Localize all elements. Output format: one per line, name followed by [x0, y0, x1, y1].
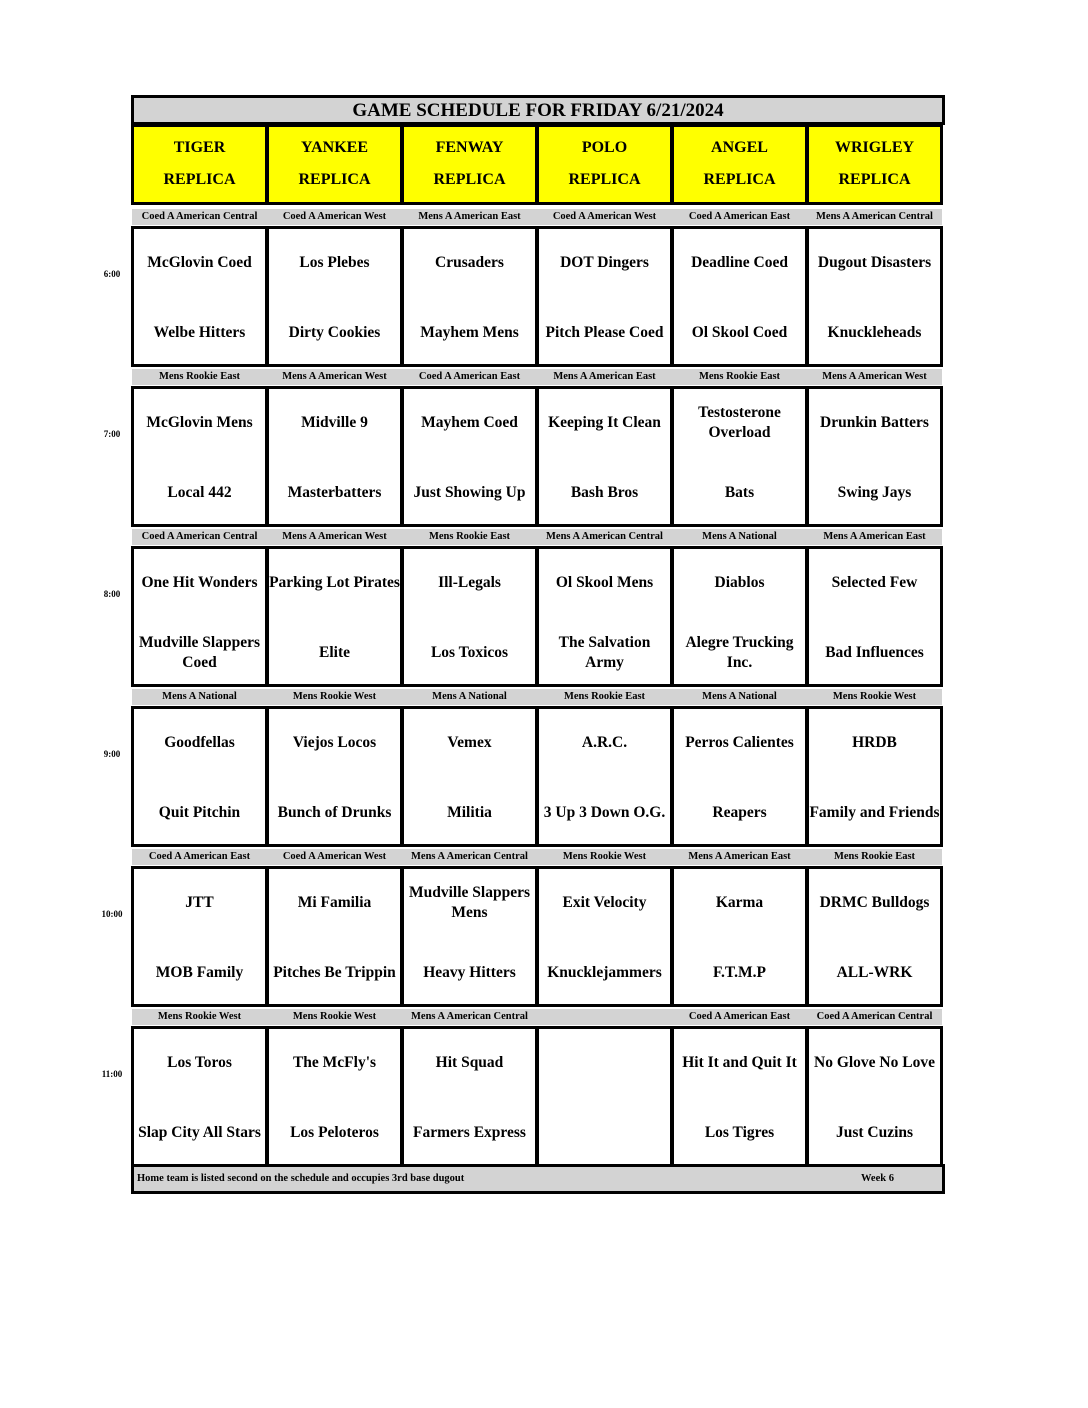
division-label: Mens Rookie East — [402, 529, 537, 545]
home-team: Dirty Cookies — [288, 324, 381, 341]
home-team: Bunch of Drunks — [277, 804, 392, 821]
field-header — [671, 124, 808, 205]
away-team: Drunkin Batters — [820, 414, 929, 431]
away-team: Exit Velocity — [562, 894, 647, 911]
away-team: Parking Lot Pirates — [269, 574, 400, 591]
home-team: Quit Pitchin — [158, 804, 241, 821]
home-team: Elite — [319, 644, 350, 661]
game-cell — [131, 866, 268, 1007]
home-team: Welbe Hitters — [153, 324, 246, 341]
game-cell — [671, 386, 808, 527]
game-cell — [536, 546, 673, 687]
away-team: Ol Skool Mens — [555, 574, 654, 591]
home-team: Los Toxicos — [430, 644, 509, 661]
division-label: Mens A American Central — [807, 209, 942, 225]
away-team — [539, 1039, 670, 1087]
home-team: Farmers Express — [413, 1124, 526, 1141]
away-team: No Glove No Love — [814, 1054, 935, 1071]
division-label: Coed A American Central — [132, 209, 267, 225]
division-label: Mens Rookie East — [537, 689, 672, 705]
field-type: REPLICA — [298, 171, 371, 188]
away-team: Mayhem Coed — [421, 414, 518, 431]
game-cell — [266, 866, 403, 1007]
division-label: Mens A American East — [537, 369, 672, 385]
field-type: REPLICA — [703, 171, 776, 188]
home-team: Los Tigres — [704, 1124, 775, 1141]
division-label: Mens Rookie West — [807, 689, 942, 705]
division-label: Coed A American West — [267, 209, 402, 225]
division-label: Mens Rookie West — [132, 1009, 267, 1025]
field-name: FENWAY — [435, 139, 504, 156]
field-header — [806, 124, 943, 205]
division-label: Coed A American Central — [807, 1009, 942, 1025]
game-cell — [671, 1026, 808, 1167]
field-name: YANKEE — [301, 139, 368, 156]
field-header — [131, 124, 268, 205]
home-team: Slap City All Stars — [138, 1124, 261, 1141]
home-team: Knucklejammers — [547, 964, 662, 981]
field-header — [536, 124, 673, 205]
away-team: Crusaders — [435, 254, 504, 271]
game-cell — [536, 1026, 673, 1167]
home-team: Alegre Trucking Inc. — [685, 634, 794, 671]
field-type: REPLICA — [433, 171, 506, 188]
home-team: ALL-WRK — [836, 964, 913, 981]
field-type: REPLICA — [568, 171, 641, 188]
division-label — [537, 1009, 672, 1025]
home-team: MOB Family — [155, 964, 244, 981]
away-team: A.R.C. — [581, 734, 628, 751]
game-cell — [671, 706, 808, 847]
game-cell — [266, 546, 403, 687]
away-team: DOT Dingers — [560, 254, 649, 271]
game-cell — [806, 546, 943, 687]
field-name: POLO — [581, 139, 628, 156]
field-name: WRIGLEY — [834, 139, 915, 156]
field-name: ANGEL — [711, 139, 768, 156]
division-label: Mens Rookie West — [267, 689, 402, 705]
home-team: Swing Jays — [837, 484, 912, 501]
home-team: Just Cuzins — [835, 1124, 914, 1141]
game-cell — [806, 866, 943, 1007]
away-team: Vemex — [447, 734, 492, 751]
away-team: Goodfellas — [164, 734, 235, 751]
home-team — [539, 1109, 670, 1157]
away-team: McGlovin Mens — [146, 414, 253, 431]
division-label: Mens A American West — [807, 369, 942, 385]
away-team: The McFly's — [292, 1054, 377, 1071]
division-label: Mens A American East — [402, 209, 537, 225]
game-cell — [131, 706, 268, 847]
game-cell — [671, 866, 808, 1007]
division-label: Mens A American West — [267, 369, 402, 385]
division-label: Coed A American East — [672, 209, 807, 225]
division-label: Coed A American East — [672, 1009, 807, 1025]
division-label: Mens A American Central — [402, 1009, 537, 1025]
home-team: Pitch Please Coed — [545, 324, 664, 341]
home-team: Reapers — [712, 804, 767, 821]
home-team: The Salvation Army — [558, 634, 651, 671]
home-team: Bad Influences — [825, 644, 924, 661]
home-team: Mudville Slappers Coed — [138, 634, 260, 671]
home-team: Bats — [724, 484, 755, 501]
away-team: Dugout Disasters — [817, 254, 932, 271]
away-team: McGlovin Coed — [147, 254, 252, 271]
game-cell — [536, 706, 673, 847]
game-cell — [806, 1026, 943, 1167]
division-label: Mens Rookie East — [672, 369, 807, 385]
away-team: Selected Few — [831, 574, 918, 591]
division-label: Coed A American West — [267, 849, 402, 865]
time-slot: 8:00 — [103, 589, 121, 599]
away-team: Midville 9 — [301, 414, 368, 431]
game-cell — [401, 226, 538, 367]
schedule-title: GAME SCHEDULE FOR FRIDAY 6/21/2024 — [131, 95, 945, 125]
game-cell — [266, 1026, 403, 1167]
away-team: Testosterone Overload — [698, 404, 781, 441]
away-team: Hit It and Quit It — [682, 1054, 797, 1071]
away-team: HRDB — [852, 734, 897, 751]
division-label: Mens Rookie West — [537, 849, 672, 865]
game-cell — [806, 706, 943, 847]
division-label: Mens A American West — [267, 529, 402, 545]
division-label: Mens A National — [672, 529, 807, 545]
away-team: Deadline Coed — [691, 254, 788, 271]
game-cell — [536, 386, 673, 527]
home-team: Masterbatters — [287, 484, 382, 501]
game-cell — [266, 706, 403, 847]
division-label: Mens A National — [672, 689, 807, 705]
time-slot: 10:00 — [101, 909, 123, 919]
away-team: Perros Calientes — [685, 734, 794, 751]
away-team: Hit Squad — [435, 1054, 504, 1071]
game-cell — [806, 226, 943, 367]
home-team: F.T.M.P — [713, 964, 766, 981]
home-team: Family and Friends — [809, 804, 940, 821]
division-label: Mens Rookie East — [807, 849, 942, 865]
division-label: Coed A American West — [537, 209, 672, 225]
field-header — [401, 124, 538, 205]
division-label: Mens A American Central — [402, 849, 537, 865]
time-slot: 6:00 — [103, 269, 121, 279]
division-label: Coed A American Central — [132, 529, 267, 545]
field-name: TIGER — [173, 139, 226, 156]
game-cell — [401, 546, 538, 687]
home-team: 3 Up 3 Down O.G. — [543, 804, 666, 821]
away-team: Los Plebes — [299, 254, 370, 271]
home-team: Mayhem Mens — [420, 324, 519, 341]
division-label: Coed A American East — [132, 849, 267, 865]
game-cell — [401, 706, 538, 847]
home-team: Just Showing Up — [413, 484, 526, 501]
game-cell — [131, 386, 268, 527]
away-team: Mudville Slappers Mens — [408, 884, 530, 921]
game-cell — [806, 386, 943, 527]
division-label: Mens A American Central — [537, 529, 672, 545]
division-label: Mens A National — [132, 689, 267, 705]
away-team: Mi Familia — [297, 894, 372, 911]
home-team: Heavy Hitters — [423, 964, 516, 981]
game-cell — [131, 1026, 268, 1167]
week-label: Week 6 — [861, 1173, 894, 1184]
home-team: Knuckleheads — [827, 324, 922, 341]
away-team: DRMC Bulldogs — [819, 894, 930, 911]
away-team: JTT — [185, 894, 214, 911]
division-label: Mens Rookie West — [267, 1009, 402, 1025]
division-label: Mens A American East — [807, 529, 942, 545]
division-label: Mens Rookie East — [132, 369, 267, 385]
game-cell — [536, 866, 673, 1007]
game-cell — [401, 866, 538, 1007]
away-team: Keeping It Clean — [548, 414, 661, 431]
field-type: REPLICA — [838, 171, 911, 188]
footer-note: Home team is listed second on the schedule and occupies 3rd base dugout — [137, 1173, 465, 1184]
home-team: Militia — [447, 804, 492, 821]
game-cell — [401, 386, 538, 527]
away-team: Diablos — [714, 574, 765, 591]
game-cell — [536, 226, 673, 367]
game-cell — [131, 546, 268, 687]
time-slot: 11:00 — [101, 1069, 123, 1079]
away-team: Viejos Locos — [292, 734, 377, 751]
game-cell — [266, 226, 403, 367]
division-label: Coed A American East — [402, 369, 537, 385]
footer-bar — [131, 1164, 945, 1194]
time-slot: 9:00 — [103, 749, 121, 759]
game-cell — [671, 546, 808, 687]
field-type: REPLICA — [163, 171, 236, 188]
field-header — [266, 124, 403, 205]
game-cell — [131, 226, 268, 367]
away-team: Los Toros — [167, 1054, 232, 1071]
away-team: Karma — [715, 894, 764, 911]
home-team: Los Peloteros — [290, 1124, 379, 1141]
division-label: Mens A National — [402, 689, 537, 705]
away-team: One Hit Wonders — [141, 574, 258, 591]
away-team: Ill-Legals — [438, 574, 501, 591]
home-team: Ol Skool Coed — [691, 324, 788, 341]
division-label: Mens A American East — [672, 849, 807, 865]
game-cell — [401, 1026, 538, 1167]
home-team: Pitches Be Trippin — [273, 964, 396, 981]
game-cell — [671, 226, 808, 367]
time-slot: 7:00 — [103, 429, 121, 439]
home-team: Bash Bros — [570, 484, 639, 501]
game-cell — [266, 386, 403, 527]
home-team: Local 442 — [167, 484, 232, 501]
